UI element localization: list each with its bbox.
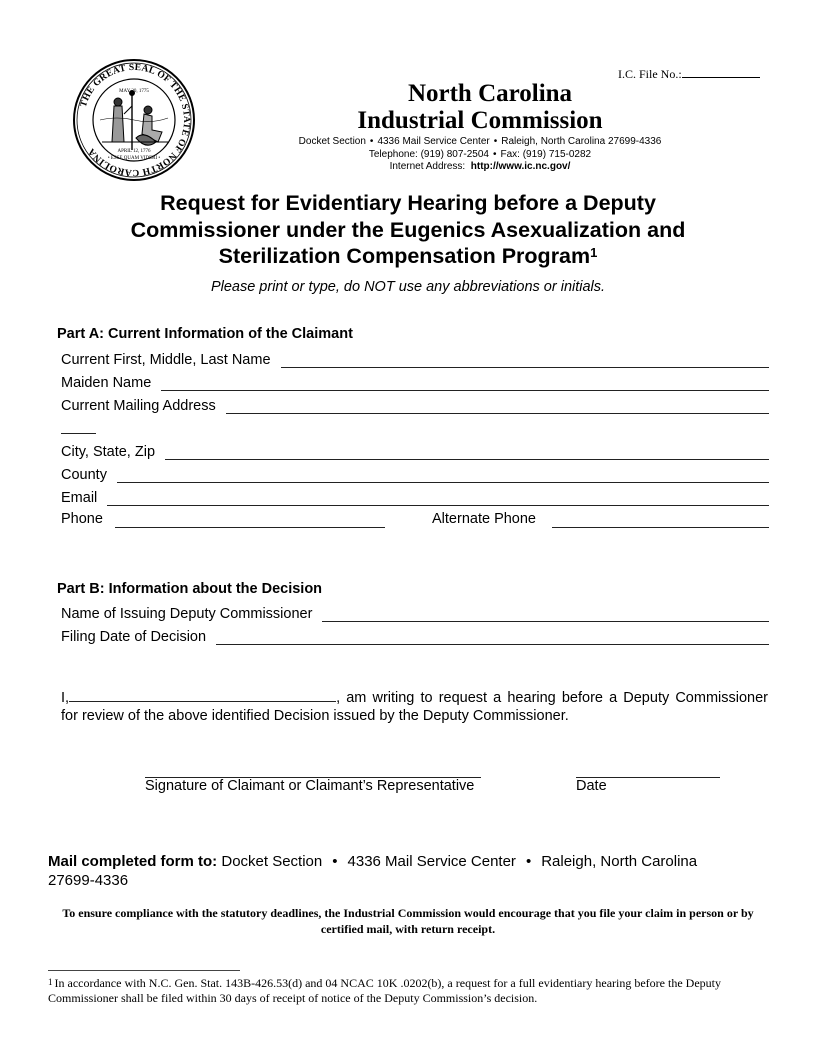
name-input[interactable] [281,353,769,368]
city-state-zip-label: City, State, Zip [61,444,156,460]
mailing-instructions: Mail completed form to: Docket Section • 4336 Mail Service Center • Raleigh, North Carolina 27699-4336 [48,853,698,889]
website-link[interactable]: http://www.ic.nc.gov/ [470,161,571,172]
name-field[interactable] [61,350,769,368]
mail-label: Mail completed form to: [48,853,218,870]
maiden-name-label: Maiden Name [61,375,152,391]
footnote-marker: 1 [48,977,53,987]
phone-label: Phone [61,511,103,527]
contact-address-line: Docket Section • 4336 Mail Service Center • Raleigh, North Carolina 27699-4336 [298,136,662,147]
maiden-name-field[interactable] [61,373,769,391]
part-b-heading: Part B: Information about the Decision [57,581,323,597]
county-field[interactable] [61,465,769,483]
svg-text:• ESSE QUAM VIDERI •: • ESSE QUAM VIDERI • [107,156,161,161]
file-number-blank[interactable] [682,66,760,78]
alt-phone-label: Alternate Phone [432,511,536,527]
contact-phone-line: Telephone: (919) 807-2504 • Fax: (919) 715-0282 [368,149,592,160]
bullet-icon: • [493,136,498,147]
county-label: County [61,467,107,483]
bullet-icon: • [369,136,374,147]
deputy-commissioner-input[interactable] [322,607,769,622]
signature-label: Signature of Claimant or Claimant’s Representative [145,778,475,794]
email-field[interactable] [61,488,769,506]
file-number-label: I.C. File No.: [618,67,682,81]
contact-web-line: Internet Address: http://www.ic.nc.gov/ [389,161,571,172]
claimant-name-input[interactable] [69,687,336,702]
filing-date-field[interactable] [61,627,769,645]
svg-text:APRIL 12, 1776: APRIL 12, 1776 [117,149,151,154]
deputy-commissioner-label: Name of Issuing Deputy Commissioner [61,606,313,622]
mailing-address-field[interactable] [61,396,769,414]
bullet-icon: • [492,149,497,160]
bullet-icon: • [525,853,532,870]
county-input[interactable] [117,468,769,483]
phone-input[interactable] [115,511,385,528]
bullet-icon: • [332,853,338,870]
email-input[interactable] [107,491,769,506]
part-a-heading: Part A: Current Information of the Claimant [57,326,353,342]
svg-text:MAY 20, 1775: MAY 20, 1775 [119,89,149,94]
org-name-line2: Industrial Commission [357,107,603,134]
form-instructions: Please print or type, do NOT use any abbreviations or initials. [210,279,606,295]
maiden-name-input[interactable] [161,376,769,391]
org-name-line1: North Carolina [407,80,573,107]
phone-fields [61,511,769,529]
state-seal-icon [72,58,196,182]
deputy-commissioner-field[interactable] [61,604,769,622]
name-label: Current First, Middle, Last Name [61,352,271,368]
mailing-address-input[interactable] [226,399,769,414]
filing-date-label: Filing Date of Decision [61,629,207,645]
mailing-address-continuation-input[interactable] [61,433,96,434]
svg-text:THE GREAT SEAL OF THE STATE OF: THE GREAT SEAL OF THE STATE OF NORTH CAROLINA [78,62,192,178]
alt-phone-input[interactable] [552,511,769,528]
mailing-address-label: Current Mailing Address [61,398,216,414]
compliance-notice: To ensure compliance with the statutory deadlines, the Industrial Commission would encourage that you file your claim in person or by certified mail, with return receipt. [62,906,754,936]
form-title: Request for Evidentiary Hearing before a Deputy Commissioner under the Eugenics Asexualization and Sterilization Compensation Program$^1$ [130,191,686,268]
signature-date-label: Date [576,778,607,794]
footnote: $^1$ In accordance with N.C. Gen. Stat. 143B-426.53(d) and 04 NCAC 10K .0202(b), a request for a full evidentiary hearing before the Deputy Commissioner shall be filed within 30 days of receipt of notice of the Deputy Commission’s decision. [48,976,721,1005]
email-label: Email [61,490,98,506]
city-state-zip-field[interactable] [61,442,769,460]
filing-date-input[interactable] [216,630,769,645]
footnote-divider [48,970,240,971]
city-state-zip-input[interactable] [165,445,769,460]
footnote-ref: 1 [590,245,598,260]
request-statement: I, , am writing to request a hearing before a Deputy Commissioner for review of the above identified Decision issued by the Deputy Commissioner. [61,687,768,725]
